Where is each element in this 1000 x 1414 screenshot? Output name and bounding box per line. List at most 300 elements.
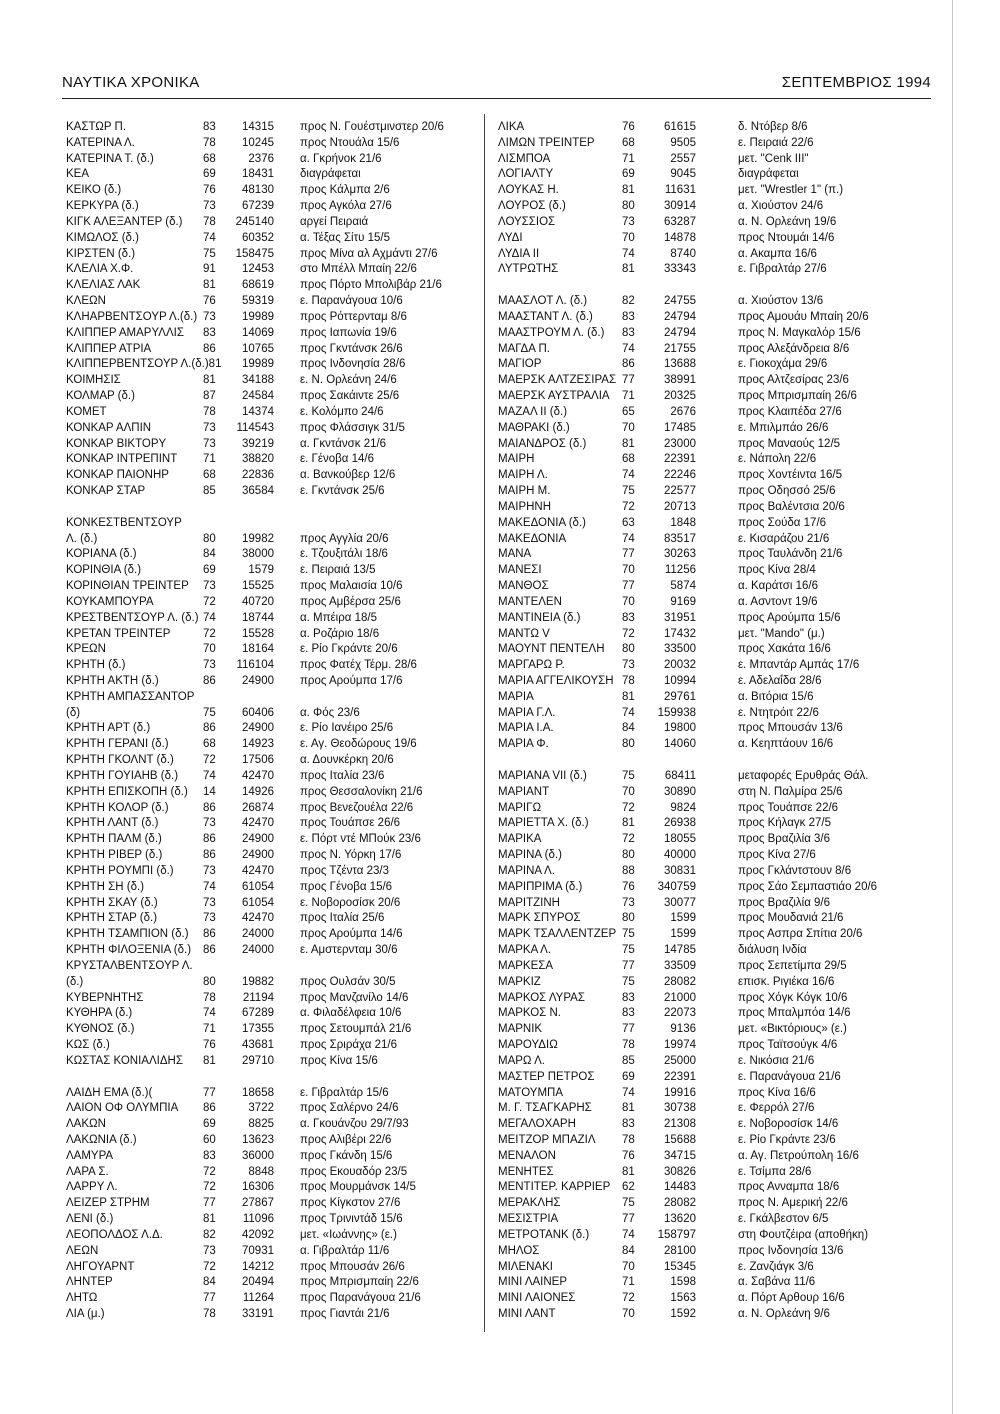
tonnage: 31951 [664,611,696,624]
ship-name: ΜΑΡΚΟΣ ΛΥΡΑΣ [498,991,585,1004]
tonnage: 8740 [670,247,696,260]
position-note: προς Αλεξάνδρεια 8/6 [738,342,850,355]
ship-name: ΚΑΣΤΩΡ Π. [66,121,127,133]
tonnage: 9136 [670,1023,696,1036]
build-year: 70 [622,231,635,244]
ship-name: ΚΡΗΤΗ ΚΟΛΟΡ (δ.) [66,801,169,814]
ship-name: ΛΑΚΩΝ [66,1118,106,1131]
ship-entry [498,1291,928,1307]
build-year: 70 [622,1260,635,1273]
ship-entry [66,1228,466,1244]
build-year: 71 [203,1023,216,1036]
position-note: μεταφορές Ερυθράς Θάλ. [738,769,869,782]
tonnage: 36584 [242,485,274,498]
ship-entry [498,801,928,817]
position-note: αργεί Πειραιά [300,215,369,228]
position-note: ε. Παρανάγουα 21/6 [738,1070,841,1083]
ship-entry [498,326,928,342]
build-year: 86 [203,801,216,814]
ship-entry [498,437,928,453]
ship-name: ΚΟΛΜΑΡ (δ.) [66,390,135,403]
position-note: προς Κάλμπα 2/6 [300,184,390,197]
position-note: α. Ροζάριο 18/6 [300,627,380,640]
ship-entry [498,532,928,548]
ship-name: ΜΕΡΑΚΛΗΣ [498,1197,561,1210]
position-note: α. Δουνκέρκη 20/6 [300,754,394,767]
ship-name: ΚΥΒΕΡΝΗΤΗΣ [66,991,144,1004]
build-year: 88 [622,864,635,877]
build-year: 14 [203,785,216,798]
ship-entry [498,215,928,231]
tonnage: 83517 [664,532,696,545]
build-year: 75 [622,928,635,941]
ship-entry [66,532,466,548]
ship-entry [498,1196,928,1212]
ship-name: Μ. Γ. ΤΣΑΓΚΑΡΗΣ [498,1102,592,1115]
position-note: προς Γκάνδη 15/6 [300,1149,393,1162]
ship-name: ΜΑΙΡΗΝΗ [498,500,552,513]
ship-name: ΛΗΓΟΥΑΡΝΤ [66,1260,135,1273]
build-year: 76 [622,880,635,893]
position-note: προς Φλάσσιγκ 31/5 [300,421,405,434]
build-year: 68 [622,136,635,149]
position-note: ε. Νικόσια 21/6 [738,1054,815,1067]
position-note: προς Μανζανίλο 14/6 [300,991,409,1004]
ship-entry [498,247,928,263]
ship-entry [66,516,466,532]
build-year: 73 [203,817,216,830]
position-note: προς Αγγλία 20/6 [300,532,389,545]
position-note: προς Μπουσάν 13/6 [738,722,843,735]
build-year: 75 [622,769,635,782]
ship-entry [66,326,466,342]
position-note: προς Σριράχα 21/6 [300,1039,397,1052]
ship-name: ΚΡΗΤΗ ΡΟΥΜΠΙ (δ.) [66,864,174,877]
position-note: διάλυση Ινδία [738,944,807,957]
ship-name: ΛΥΔΙ [498,231,523,244]
build-year: 70 [622,1308,635,1321]
ship-entry [498,136,928,152]
ship-name: ΚΟΡΙΝΘΙΑ (δ.) [66,564,142,577]
tonnage: 13620 [664,1213,696,1226]
position-note: ε. Γκάλβεστον 6/5 [738,1213,829,1226]
ship-entry [66,1180,466,1196]
ship-entry [66,611,466,627]
build-year: 80 [622,849,635,862]
ship-name: ΚΑΤΕΡΙΝΑ Λ. [66,136,135,149]
ship-name: ΜΕΣΙΣΤΡΙΑ [498,1213,559,1226]
ship-entry [498,183,928,199]
position-note: προς Γιαντάι 21/6 [300,1308,390,1321]
build-year: 71 [203,453,216,466]
position-note: α. Τέξας Σίτυ 15/5 [300,231,391,244]
ship-entry [498,896,928,912]
ship-entry [66,1038,466,1054]
ship-entry [498,1022,928,1038]
position-note: προς Τζέντα 23/3 [300,864,389,877]
tonnage: 11264 [242,1292,274,1305]
build-year: 86 [203,342,216,355]
tonnage: 61054 [242,896,274,909]
position-note: ε. Τζουξιτάλι 18/6 [300,548,388,561]
position-note: ε. Μπαντάρ Αμπάς 17/6 [738,659,860,672]
position-note: προς Γένοβα 15/6 [300,880,393,893]
ship-entry [66,975,466,991]
build-year: 73 [203,580,216,593]
position-note: διαγράφεται [300,168,361,181]
build-year: 82 [622,295,635,308]
section-gap [498,753,928,769]
position-note: ε. Πόρτ ντέ ΜΠούκ 23/6 [300,833,421,846]
ship-entry [66,1149,466,1165]
ship-name: ΜΑΡΝΙΚ [498,1023,543,1036]
tonnage: 19800 [664,722,696,735]
build-year: 83 [622,1007,635,1020]
ship-name: ΜΑΕΡΣΚ ΑΥΣΤΡΑΛΙΑ [498,390,610,403]
tonnage: 22391 [664,1070,696,1083]
ship-name: ΜΑΟΥΝΤ ΠΕΝΤΕΛΗ [498,643,605,656]
tonnage: 13688 [664,358,696,371]
position-note: προς Μίνα αλ Αχμάντι 27/6 [300,247,438,260]
build-year: 63 [622,516,635,529]
ship-entry [66,1133,466,1149]
position-note: μετ. «Βικτόριους» (ε.) [738,1023,847,1036]
position-note: α. Αγ. Πετρούπολη 16/6 [738,1149,859,1162]
ship-name: ΛΑΚΩΝΙΑ (δ.) [66,1134,137,1146]
tonnage: 14069 [242,326,274,339]
build-year: 81 [203,374,216,387]
ship-entry [66,310,466,326]
position-note: ε. Αγ. Θεοδώρους 19/6 [300,738,417,751]
tonnage: 8848 [248,1165,274,1178]
tonnage: 11256 [664,564,696,577]
ship-entry [66,816,466,832]
position-note: προς Ινδονησία 28/6 [300,358,406,371]
tonnage: 14374 [242,405,274,418]
ship-name: ΜΑΣΤΕΡ ΠΕΤΡΟΣ [498,1070,595,1083]
ship-entry [498,1054,928,1070]
build-year: 73 [203,864,216,877]
ship-name: ΜΑΝΤΕΛΕΝ [498,595,562,608]
position-note: α. Καράτσι 16/6 [738,580,819,593]
tonnage: 25000 [664,1054,696,1067]
ship-entry [66,1291,466,1307]
ship-name: ΛΗΤΩ [66,1292,98,1305]
position-note: προς Ντουμάι 14/6 [738,231,835,244]
ship-entry [66,642,466,658]
tonnage: 30263 [664,548,696,561]
ship-entry [66,1275,466,1291]
position-note: προς Μπαλμπόα 14/6 [738,1007,851,1020]
tonnage: 24900 [242,722,274,735]
tonnage: 14923 [242,738,274,751]
build-year: 74 [622,469,635,482]
ship-name: ΜΙΝΙ ΛΑΝΤ [498,1308,556,1321]
ship-entry [498,848,928,864]
ship-name: ΜΙΝΙ ΛΑΙΟΝΕΣ [498,1292,576,1305]
build-year: 83 [622,611,635,624]
tonnage: 20713 [664,500,696,513]
position-note: στο Μπέλλ Μπαίη 22/6 [300,263,417,276]
tonnage: 1563 [670,1292,696,1305]
ship-name: ΜΕΓΑΛΟΧΑΡΗ [498,1118,576,1131]
position-note: ε. Ρίο Ιανέιρο 25/6 [300,722,394,735]
build-year: 81 [622,184,635,197]
position-note: ε. Ζανζιάγκ 3/6 [738,1260,814,1273]
ship-entry [66,167,466,183]
ship-entry [498,468,928,484]
ship-entry [498,294,928,310]
tonnage: 10765 [242,342,274,355]
build-year: 69 [203,168,216,181]
tonnage: 28082 [664,975,696,988]
ship-name: ΚΡΗΤΗ (δ.) [66,659,126,672]
position-note: προς Κίνα 27/6 [738,849,816,862]
build-year: 62 [622,1181,635,1194]
ship-entry [498,310,928,326]
build-year: 80 [203,532,216,545]
tonnage: 15688 [664,1134,696,1146]
ship-entry [498,1228,928,1244]
ship-name: ΛΑΙΔΗ ΕΜΑ (δ.)( [66,1086,153,1099]
build-year: 81 [622,1102,635,1115]
tonnage: 114543 [236,421,274,434]
ship-entry [66,294,466,310]
ship-name: (δ.) [66,975,84,988]
ship-entry [66,563,466,579]
ship-name: ΚΟΝΚΑΡ ΙΝΤΡΕΠΙΝΤ [66,453,178,466]
build-year: 78 [622,674,635,687]
build-year: 68 [622,453,635,466]
ship-name: ΜΑΝΕΣΙ [498,564,542,577]
position-note: προς Μουδανιά 21/6 [738,912,844,925]
ship-entry [66,373,466,389]
ship-name: ΜΑΑΣΤΡΟΥΜ Λ. (δ.) [498,326,605,339]
position-note: ε. Ρίο Γκράντε 23/6 [738,1134,836,1146]
tonnage: 15528 [242,627,274,640]
position-note: προς Κήλαγκ 27/5 [738,817,831,830]
ship-name: ΚΡΗΤΗ ΓΟΥΙΑΗΒ (δ.) [66,769,179,782]
ship-name: ΜΑΘΡΑΚΙ (δ.) [498,421,570,434]
ship-entry [66,627,466,643]
tonnage: 3722 [248,1102,274,1115]
tonnage: 8825 [248,1118,274,1131]
build-year: 75 [203,247,216,260]
ship-name: ΜΑΚΕΔΟΝΙΑ (δ.) [498,516,586,529]
build-year: 60 [203,1134,216,1146]
tonnage: 24900 [242,674,274,687]
tonnage: 18431 [242,168,274,181]
build-year: 76 [622,1149,635,1162]
tonnage: 9505 [670,136,696,149]
ship-name: ΜΑΡΙΚΑ [498,833,542,846]
position-note: προς Αρούμπα 17/6 [300,674,403,687]
ship-name: ΚΟΝΚΑΡ ΒΙΚΤΟΡΥ [66,437,167,450]
tonnage: 20325 [664,390,696,403]
tonnage: 30077 [664,896,696,909]
build-year: 84 [203,548,216,561]
ship-name: ΜΑΤΟΥΜΠΑ [498,1086,564,1099]
tonnage: 68411 [664,769,696,782]
ship-name: ΜΑΡΙΑ ΑΓΓΕΛΙΚΟΥΣΗ [498,674,614,687]
tonnage: 24755 [664,295,696,308]
ship-name: ΜΑΡΙΝΑ (δ.) [498,849,562,862]
tonnage: 1848 [670,516,696,529]
ship-entry [498,1038,928,1054]
build-year: 76 [622,121,635,133]
build-year: 72 [622,833,635,846]
position-note: ε. Νοβοροσίσκ 20/6 [300,896,401,909]
ship-entry [66,484,466,500]
build-year: 75 [622,1197,635,1210]
ship-entry [498,231,928,247]
ship-name: ΚΡΗΤΗ ΑΜΠΑΣΣΑΝΤΟΡ [66,690,195,703]
build-year: 83 [203,1149,216,1162]
position-note: στη Φουτζέιρα (αποθήκη) [738,1228,869,1241]
ship-entry [498,627,928,643]
build-year: 68 [203,738,216,751]
position-note: προς Αρούμπα 15/6 [738,611,841,624]
ship-entry [66,737,466,753]
build-year: 74 [622,706,635,719]
position-note: προς Ν. Μαγκαλόρ 15/6 [738,326,861,339]
build-year: 74 [622,247,635,260]
ship-entry [66,769,466,785]
build-year: 74 [622,532,635,545]
ship-entry [498,1149,928,1165]
ship-name: Λ. (δ.) [66,532,98,545]
ship-name: ΛΑΜΥΡΑ [66,1149,114,1162]
ship-name: ΜΑΡΙΑΝΑ VII (δ.) [498,769,587,782]
build-year: 86 [622,358,635,371]
ship-name: ΜΙΝΙ ΛΑΙΝΕΡ [498,1276,568,1289]
tonnage: 33343 [664,263,696,276]
section-gap [66,500,466,516]
build-year: 68 [203,152,216,165]
ship-name: ΛΑΙΟΝ ΟΦ ΟΛΥΜΠΙΑ [66,1102,179,1115]
ship-name: ΚΟΝΚΑΡ ΑΛΠΙΝ [66,421,152,434]
ship-entry [66,1117,466,1133]
tonnage: 33500 [664,643,696,656]
ship-entry [66,991,466,1007]
ship-name: ΜΑΕΡΣΚ ΑΛΤΖΕΣΙΡΑΣ [498,374,617,387]
build-year: 72 [622,500,635,513]
tonnage: 26874 [242,801,274,814]
position-note: προς Μπρισμπαίη 26/6 [738,390,857,403]
ship-name: ΚΡΗΤΗ ΦΙΛΟΞΕΝΙΑ (δ.) [66,944,192,957]
tonnage: 18055 [664,833,696,846]
position-note: προς Τρινιντάδ 15/6 [300,1213,403,1226]
ship-name: ΜΑΡΚΙΖ [498,975,541,988]
ship-entry [498,1086,928,1102]
position-note: προς Μπρισμπαίη 22/6 [300,1276,419,1289]
tonnage: 38991 [664,374,696,387]
build-year: 77 [203,1197,216,1210]
tonnage: 24794 [664,310,696,323]
tonnage: 28082 [664,1197,696,1210]
tonnage: 10245 [242,136,274,149]
tonnage: 21000 [664,991,696,1004]
ship-entry [498,959,928,975]
position-note: προς Βραζιλία 9/6 [738,896,831,909]
tonnage: 40000 [664,849,696,862]
page-header [62,70,931,94]
tonnage: 1598 [670,1276,696,1289]
build-year: 73 [622,215,635,228]
ship-name: ΚΡΗΤΗ ΣΚΑΥ (δ.) [66,896,158,909]
tonnage: 67239 [242,200,274,213]
position-note: προς Κίνα 15/6 [300,1054,378,1067]
build-year: 84 [622,722,635,735]
ship-name: ΚΟΡΙΑΝΑ (δ.) [66,548,137,561]
build-year: 85 [203,485,216,498]
build-year: 75 [203,706,216,719]
build-year: 74 [203,611,216,624]
build-year: 77 [622,959,635,972]
tonnage: 34188 [242,374,274,387]
position-note: προς Γκλάντστουν 8/6 [738,864,852,877]
build-year: 76 [203,1039,216,1052]
ship-name: ΜΑΓΙΟΡ [498,358,542,371]
position-note: ε. Ν. Ορλεάνη 24/6 [300,374,397,387]
position-note: ε. Γιοκοχάμα 29/6 [738,358,828,371]
position-note: προς Ασπρα Σπίτια 20/6 [738,928,863,941]
tonnage: 19982 [242,532,274,545]
tonnage: 9045 [670,168,696,181]
ship-entry [498,1006,928,1022]
position-note: προς Αγκόλα 27/6 [300,200,392,213]
tonnage: 19989 [242,310,274,323]
position-note: α. Γκουάνζου 29/7/93 [300,1118,409,1131]
ship-entry [66,342,466,358]
ship-name: ΚΙΓΚ ΑΛΕΞΑΝΤΕΡ (δ.) [66,215,183,228]
ship-name: ΚΛΕΛΙΑ Χ.Φ. [66,263,134,276]
ship-entry [498,199,928,215]
build-year: 72 [203,1165,216,1178]
position-note: προς Ιταλία 23/6 [300,769,385,782]
build-year: 77 [622,374,635,387]
position-note: προς Τουάπσε 22/6 [738,801,839,814]
build-year: 87 [203,390,216,403]
position-note: προς Τουάπσε 26/6 [300,817,401,830]
tonnage: 2376 [248,152,274,165]
ship-name: ΜΑΡΓΑΡΩ Ρ. [498,659,565,672]
tonnage: 68619 [242,279,274,292]
ship-name: ΛΙΣΜΠΟΑ [498,152,551,165]
position-note: προς Μπουσάν 26/6 [300,1260,405,1273]
ship-entry [498,816,928,832]
build-year: 81 [203,279,216,292]
ship-entry [498,595,928,611]
ship-entry [66,911,466,927]
build-year: 83 [622,310,635,323]
ship-name: ΛΕΙΖΕΡ ΣΤΡΗΜ [66,1197,150,1210]
ship-name: ΛΟΓΙΑΛΤΥ [498,168,554,181]
left-column [66,120,466,1323]
ship-entry [66,595,466,611]
tonnage: 63287 [664,215,696,228]
ship-entry [66,405,466,421]
ship-name: ΚΡΗΤΗ ΣΗ (δ.) [66,880,145,893]
ship-name: ΚΟΝΚΑΡ ΠΑΙΟΝΗΡ [66,469,169,482]
tonnage: 24794 [664,326,696,339]
tonnage: 5874 [670,580,696,593]
ship-entry [498,152,928,168]
ship-name: ΛΑΡΑ Σ. [66,1165,109,1178]
build-year: 86 [203,1102,216,1115]
tonnage: 27867 [242,1197,274,1210]
build-year: 71 [622,390,635,403]
